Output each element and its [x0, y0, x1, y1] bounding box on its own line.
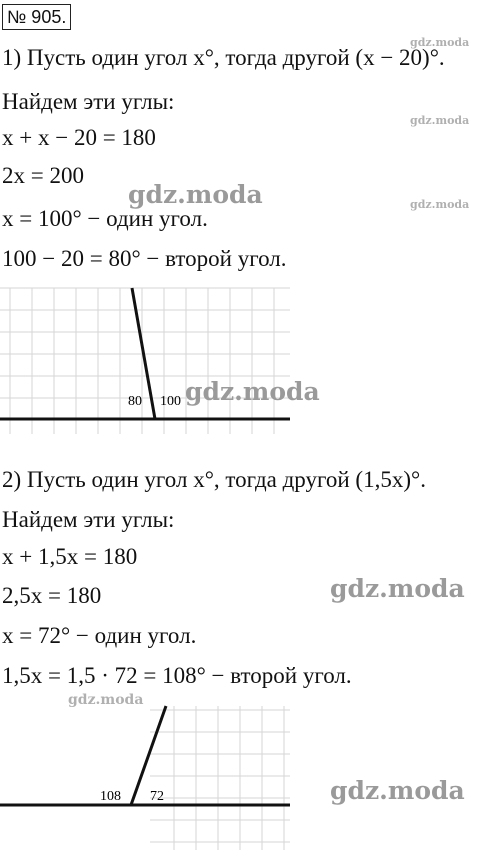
- angle-label-left: 80: [128, 394, 142, 409]
- watermark: gdz.moda: [410, 36, 470, 49]
- angle-label-right: 100: [160, 394, 181, 409]
- grid: [150, 706, 290, 850]
- part1-line1: 1) Пусть один угол x°, тогда другой (x − 20)°.: [2, 45, 445, 70]
- part2-line6: 1,5x = 1,5 · 72 = 108° − второй угол.: [2, 663, 352, 688]
- problem-number: № 905.: [2, 4, 71, 30]
- part1-angle-figure: [0, 284, 300, 434]
- watermark: gdz.moda: [410, 198, 470, 211]
- part2-line5: x = 72° − один угол.: [2, 623, 197, 648]
- part1-line2: Найдем эти углы:: [2, 89, 175, 114]
- part2-line2: Найдем эти углы:: [2, 507, 175, 532]
- watermark: gdz.moda: [185, 377, 320, 406]
- watermark: gdz.moda: [68, 692, 144, 708]
- part2-line4: 2,5x = 180: [2, 583, 102, 608]
- watermark: gdz.moda: [128, 180, 263, 209]
- part1-line6: 100 − 20 = 80° − второй угол.: [2, 246, 287, 271]
- watermark: gdz.moda: [410, 114, 470, 127]
- angle-label-right: 72: [150, 789, 164, 804]
- part1-line5: x = 100° − один угол.: [2, 206, 208, 231]
- watermark: gdz.moda: [330, 574, 465, 603]
- part2-angle-figure: [0, 700, 300, 850]
- part1-line3: x + x − 20 = 180: [2, 125, 156, 150]
- part2-line3: x + 1,5x = 180: [2, 544, 138, 569]
- watermark: gdz.moda: [330, 776, 465, 805]
- part1-line4: 2x = 200: [2, 163, 84, 188]
- part2-line1: 2) Пусть один угол x°, тогда другой (1,5x)°.: [2, 467, 426, 492]
- angle-label-left: 108: [100, 789, 121, 804]
